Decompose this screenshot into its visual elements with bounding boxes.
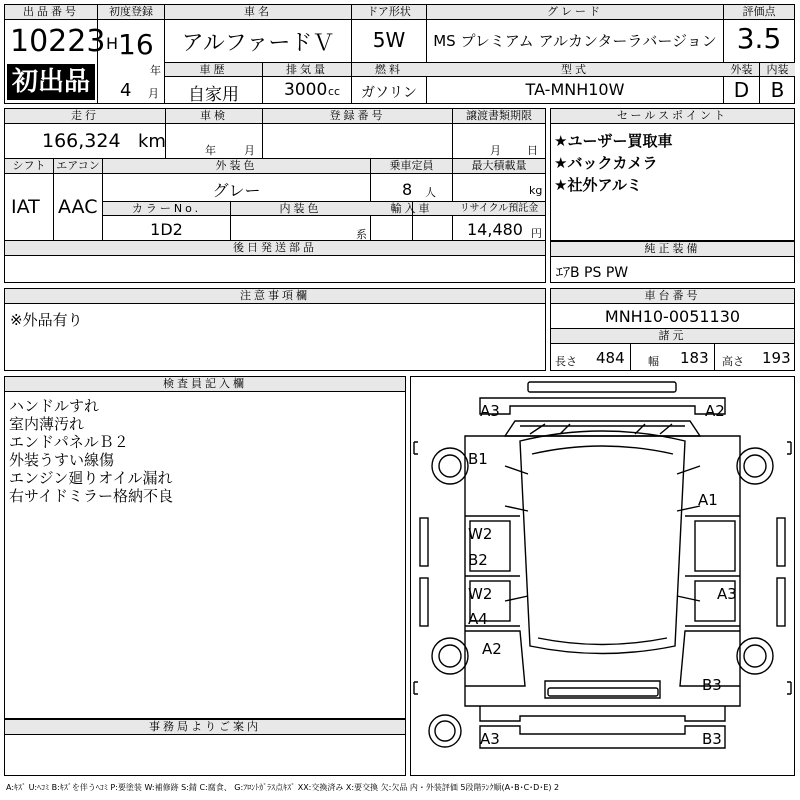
displacement-label: 排気量 <box>286 63 328 76</box>
reg-month: 4 <box>120 80 132 101</box>
exterior-grade: D <box>733 78 750 102</box>
later-parts-label: 後日発送部品 <box>233 241 317 254</box>
color-no: 1D2 <box>150 220 183 239</box>
inspector-line-1: ハンドルすれ <box>9 397 100 415</box>
mark-b2-left: B2 <box>468 551 488 569</box>
mileage-unit: km <box>138 131 166 152</box>
grade-label: グレード <box>427 5 723 20</box>
exterior-grade-label: 外装 <box>730 63 753 76</box>
mark-a4-left: A4 <box>468 610 488 628</box>
inspector-line-4: 外装うすい線傷 <box>9 451 115 469</box>
door-type: 5W <box>372 28 406 52</box>
history: 自家用 <box>188 85 239 105</box>
sales-point-1: ★ユーザー買取車 <box>554 132 673 150</box>
interior-grade-label: 内装 <box>766 63 789 76</box>
reg-year: 16 <box>118 28 154 61</box>
lot-number: 10223 <box>10 24 106 59</box>
mileage-label: 走行 <box>71 109 99 122</box>
mileage: 166,324 <box>42 130 121 152</box>
fuel: ガソリン <box>361 85 417 101</box>
int-color-label: 内装色 <box>279 202 322 215</box>
equipment-value: ｴｱB PS PW <box>556 265 629 281</box>
capacity-unit: 人 <box>425 186 436 199</box>
inspection-month-unit: 月 <box>244 144 255 157</box>
height-label: 高さ <box>722 355 744 368</box>
shift-label: シフト <box>12 159 46 172</box>
lot-no-label: 出品番号 <box>5 5 97 20</box>
mark-a1-right: A1 <box>698 491 718 509</box>
mark-a3-top-left: A3 <box>480 402 500 420</box>
mark-a2-top-right: A2 <box>705 402 725 420</box>
mark-a3-right: A3 <box>717 585 737 603</box>
sales-points-label: セールスポイント <box>551 109 794 124</box>
score: 3.5 <box>736 22 782 55</box>
first-reg-label: 初度登録 <box>98 5 164 20</box>
mark-w2-lower: W2 <box>468 585 493 603</box>
first-listing-badge: 初出品 <box>7 64 95 100</box>
recycle-amount: 14,480 <box>467 220 523 239</box>
equipment-label: 純正装備 <box>551 242 794 257</box>
length: 484 <box>596 349 625 367</box>
mark-b1-left: B1 <box>468 450 488 468</box>
chassis-label: 車台番号 <box>551 289 794 304</box>
era: H <box>106 34 119 53</box>
car-diagram <box>410 376 795 776</box>
sales-point-3: ★社外アルミ <box>554 176 642 194</box>
month-unit: 月 <box>148 87 159 100</box>
transfer-day: 日 <box>527 144 538 157</box>
displacement: 3000 <box>284 80 328 100</box>
notes-label: 注意事項欄 <box>5 289 545 304</box>
inspector-label: 検査員記入欄 <box>5 377 405 392</box>
footer-legend: A:ｷｽﾞ U:ﾍｺﾐ B:ｷｽﾞを伴うﾍｺﾐ P:要塗装 W:補修跡 S:錆 C:腐食、 G:ﾌﾛﾝﾄｶﾞﾗｽ点ｷｽﾞ XX:交換済み X:要交換 欠:欠品 内・外装評価 5段階ﾗﾝｸ順(A･B･C･D･E) 2 <box>6 783 560 792</box>
ac-label: エアコン <box>56 159 100 172</box>
ac: AAC <box>58 196 98 218</box>
transfer-label: 譲渡書類期限 <box>466 109 532 122</box>
inspector-line-5: エンジン廻りオイル漏れ <box>9 469 173 487</box>
notes-text: ※外品有り <box>10 311 83 329</box>
car-name: アルファードＶ <box>181 31 335 56</box>
score-label: 評価点 <box>724 5 794 20</box>
model-label: 型式 <box>561 63 589 76</box>
recycle-unit: 円 <box>531 227 542 240</box>
dims-label: 諸元 <box>551 329 794 344</box>
max-load-label: 最大積載量 <box>471 159 527 172</box>
year-unit: 年 <box>150 64 161 77</box>
inspector-line-2: 室内薄汚れ <box>9 415 85 433</box>
height: 193 <box>762 349 791 367</box>
import-label: 輸入車 <box>390 202 433 215</box>
grade: MS プレミアム アルカンターラバージョン <box>433 32 717 50</box>
fuel-label: 燃料 <box>375 63 403 76</box>
length-label: 長さ <box>555 355 577 368</box>
color-no-label: カラーNo. <box>131 202 202 215</box>
capacity: 8 <box>402 180 413 199</box>
car-name-label: 車名 <box>165 5 351 20</box>
inspection-label: 車検 <box>200 109 228 122</box>
ext-color: グレー <box>212 181 261 200</box>
inspection-year-unit: 年 <box>205 144 216 157</box>
mark-a2-left: A2 <box>482 640 502 658</box>
history-label: 車歴 <box>199 63 228 76</box>
int-color-unit: 系 <box>356 228 367 241</box>
mark-b3-bottom-right: B3 <box>702 730 722 748</box>
displacement-unit: cc <box>328 85 341 98</box>
office-label: 事務局よりご案内 <box>5 720 405 735</box>
mark-b3-right: B3 <box>702 676 722 694</box>
inspector-line-6: 右サイドミラー格納不良 <box>9 487 173 505</box>
model: TA-MNH10W <box>525 80 625 99</box>
interior-grade: B <box>770 78 785 102</box>
capacity-label: 乗車定員 <box>389 159 434 172</box>
door-label: ドア形状 <box>352 5 426 20</box>
inspector-line-3: エンドパネルＢ２ <box>9 433 129 451</box>
chassis-number: MNH10-0051130 <box>604 307 741 326</box>
ext-color-label: 外装色 <box>215 159 258 172</box>
sales-point-2: ★バックカメラ <box>554 154 658 172</box>
width-label: 幅 <box>648 355 659 368</box>
width: 183 <box>680 349 709 367</box>
transfer-month: 月 <box>490 144 501 157</box>
recycle-label: リサイクル預託金 <box>459 203 539 214</box>
reg-no-label: 登録番号 <box>329 109 386 122</box>
max-load-unit: kg <box>529 184 543 197</box>
mark-w2-upper: W2 <box>468 525 493 543</box>
mark-a3-bottom-left: A3 <box>480 730 500 748</box>
shift: IAT <box>11 196 40 218</box>
